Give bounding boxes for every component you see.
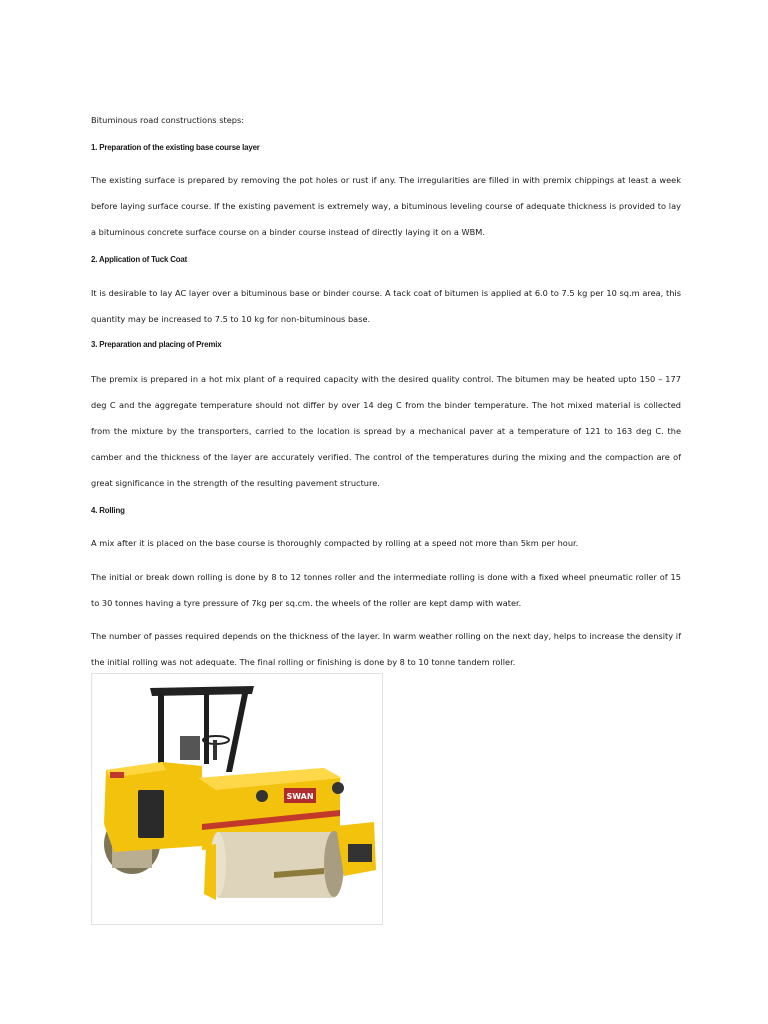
heading-premix: 3. Preparation and placing of Premix	[91, 339, 222, 349]
paragraph-rolling-initial: The initial or break down rolling is done by 8 to 12 tonnes roller and the intermediate rolling is done with a fixed wheel pneumatic roller of 15 to 30 tonnes having a tyre pressure of 7kg per sq.cm. the wheels of the roller are kept damp with water.	[91, 572, 681, 608]
heading-rolling: 4. Rolling	[91, 505, 125, 515]
rear-light	[110, 772, 124, 778]
intro-text: Bituminous road constructions steps:	[91, 115, 245, 125]
front-drum	[216, 832, 336, 898]
canopy-roof	[150, 686, 254, 696]
heading-base-course: 1. Preparation of the existing base course layer	[91, 142, 260, 152]
drum-frame-left	[204, 844, 216, 900]
heading-tack-coat: 2. Application of Tuck Coat	[91, 254, 188, 264]
front-grille	[348, 844, 372, 862]
paragraph-premix: The premix is prepared in a hot mix plant of a required capacity with the desired quality control. The bitumen may be heated upto 150 – 177 deg C and the aggregate temperature should not differ by over 14 deg C from the binder temperature. The hot mixed material is collected from the mixture by the transporters, carried to the location is spread by a mechanical paver at a temperature of 121 to 163 deg C. the camber and the thickness of the layer are accurately verified. The control of the temperatures during the mixing and the compaction are of great significance in the strength of the resulting pavement structure.	[91, 374, 681, 488]
paragraph-base-course: The existing surface is prepared by removing the pot holes or rust if any. The irregularities are filled in with premix chippings at least a week before laying surface course. If the existing pavement is extremely way, a bituminous leveling course of adequate thickness is provided to lay a bituminous concrete surface course on a binder course instead of directly laying it on a WBM.	[91, 175, 681, 237]
brand-text: SWAN	[286, 792, 314, 801]
road-roller-image	[91, 673, 383, 925]
canopy-post-right	[226, 694, 248, 772]
engine-door	[138, 790, 164, 838]
steering-column	[213, 740, 217, 760]
paragraph-tack-coat: It is desirable to lay AC layer over a bituminous base or binder course. A tack coat of bitumen is applied at 6.0 to 7.5 kg per 10 sq.m area, this quantity may be increased to 7.5 to 10 kg for non-bituminous base.	[91, 288, 681, 324]
paragraph-rolling-passes: The number of passes required depends on the thickness of the layer. In warm weather rolling on the next day, helps to increase the density if the initial rolling was not adequate. The final rolling or finishing is done by 8 to 10 tonne tandem roller.	[91, 631, 681, 667]
headlight-left	[256, 790, 268, 802]
road-roller-illustration	[92, 674, 382, 924]
paragraph-rolling-speed: A mix after it is placed on the base course is thoroughly compacted by rolling at a speed not more than 5km per hour.	[91, 538, 579, 548]
canopy-post-mid	[204, 694, 209, 764]
headlight-right	[332, 782, 344, 794]
operator-seat	[180, 736, 200, 760]
